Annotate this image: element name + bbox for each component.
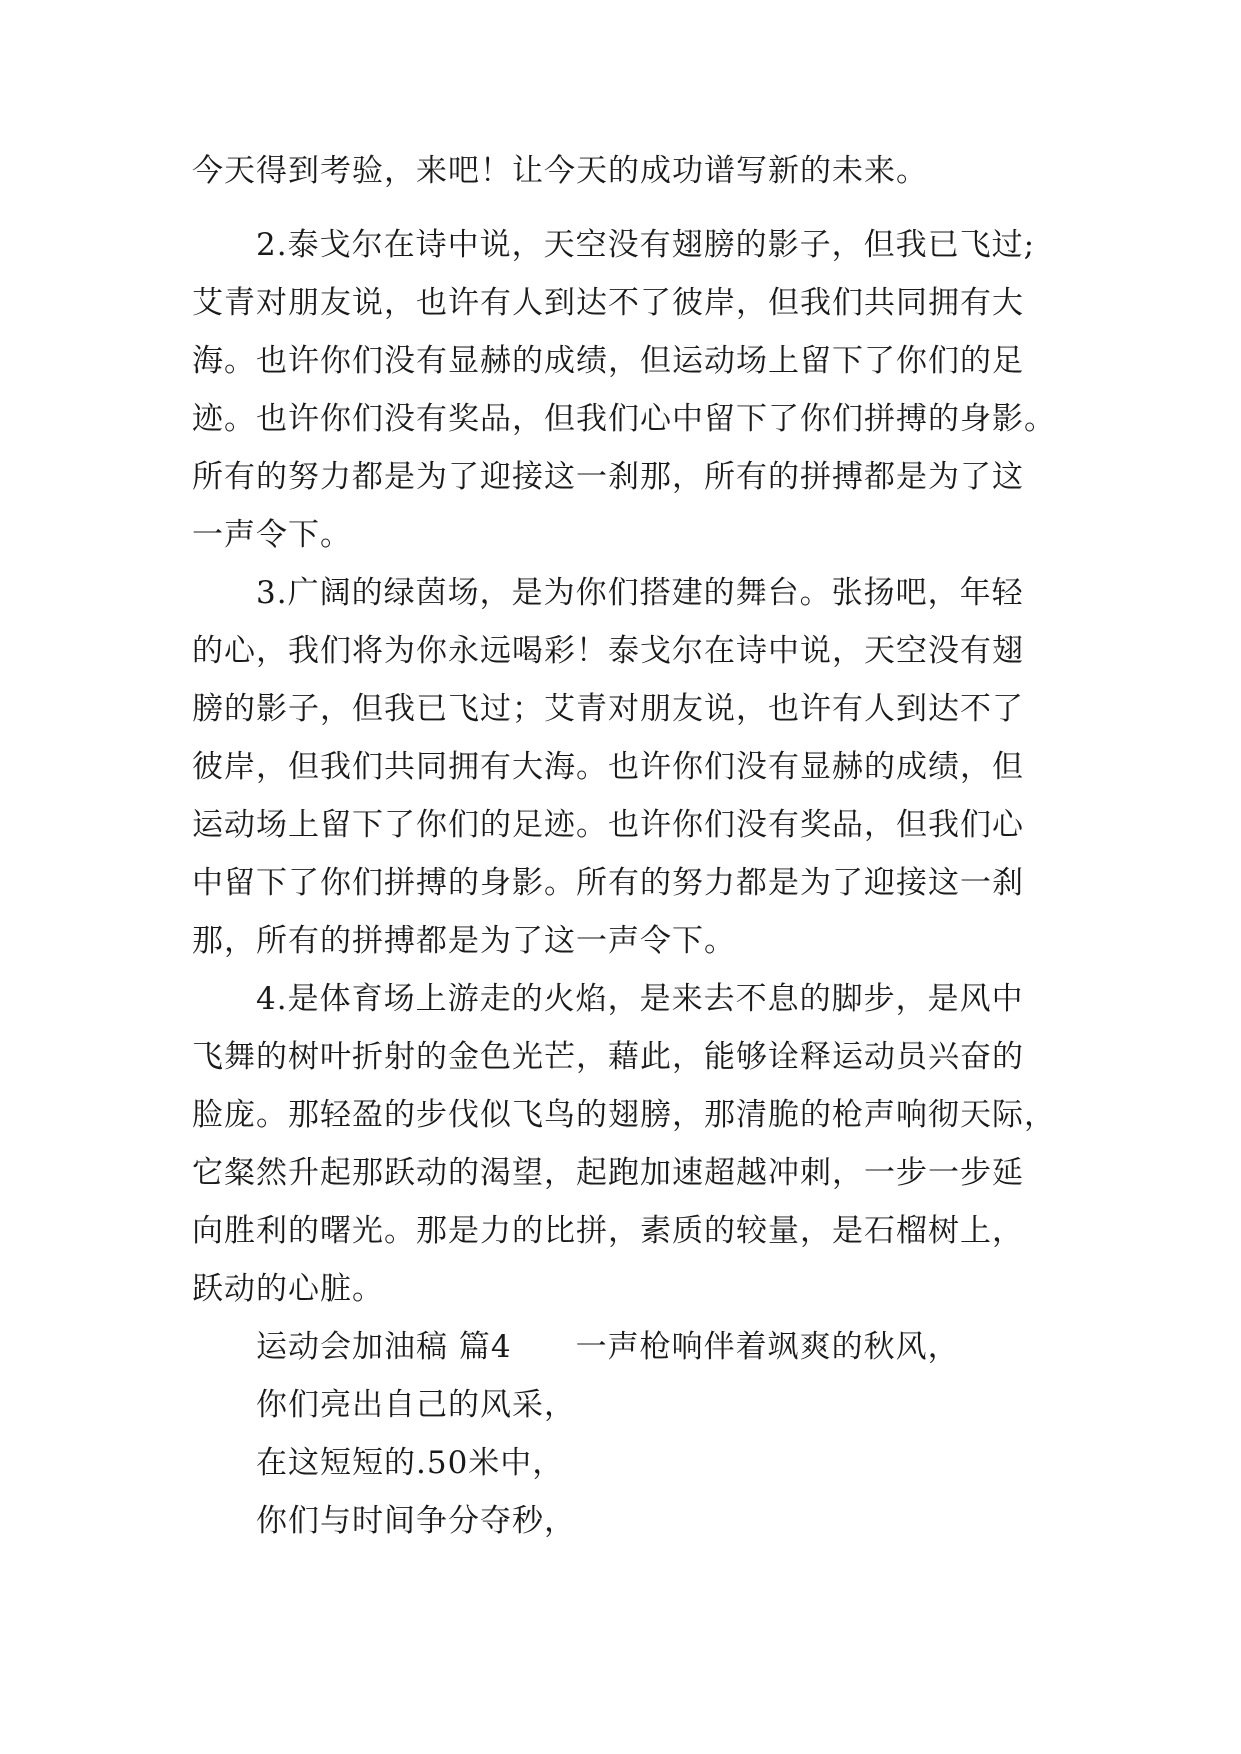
paragraph-line: 4.是体育场上游走的火焰，是来去不息的脚步，是风中	[256, 981, 1024, 1017]
poem-line: 在这短短的.50米中，	[256, 1445, 565, 1481]
paragraph-line: 艾青对朋友说，也许有人到达不了彼岸，但我们共同拥有大	[192, 285, 1024, 321]
paragraph-line: 运动场上留下了你们的足迹。也许你们没有奖品，但我们心	[192, 807, 1024, 843]
paragraph-line: 彼岸，但我们共同拥有大海。也许你们没有显赫的成绩，但	[192, 749, 1024, 785]
paragraph-line: 今天得到考验，来吧！让今天的成功谱写新的未来。	[192, 153, 928, 189]
paragraph-line: 飞舞的树叶折射的金色光芒，藉此，能够诠释运动员兴奋的	[192, 1039, 1024, 1075]
poem-line: 你们与时间争分夺秒，	[256, 1503, 576, 1539]
paragraph-line: 一声令下。	[192, 517, 352, 553]
poem-line: 你们亮出自己的风采，	[256, 1387, 576, 1423]
paragraph-line: 3.广阔的绿茵场，是为你们搭建的舞台。张扬吧，年轻	[256, 575, 1024, 611]
section-heading-line: 运动会加油稿 篇4 一声枪响伴着飒爽的秋风，	[256, 1329, 960, 1365]
paragraph-line: 2.泰戈尔在诗中说，天空没有翅膀的影子，但我已飞过;	[256, 227, 1036, 263]
paragraph-line: 那，所有的拼搏都是为了这一声令下。	[192, 923, 736, 959]
paragraph-line: 跃动的心脏。	[192, 1271, 384, 1307]
paragraph-line: 所有的努力都是为了迎接这一刹那，所有的拼搏都是为了这	[192, 459, 1024, 495]
paragraph-line: 海。也许你们没有显赫的成绩，但运动场上留下了你们的足	[192, 343, 1024, 379]
paragraph-line: 它粲然升起那跃动的渴望，起跑加速超越冲刺，一步一步延	[192, 1155, 1024, 1191]
paragraph-line: 迹。也许你们没有奖品，但我们心中留下了你们拼搏的身影。	[192, 401, 1056, 437]
paragraph-line: 向胜利的曙光。那是力的比拼，素质的较量，是石榴树上，	[192, 1213, 1024, 1249]
paragraph-line: 中留下了你们拼搏的身影。所有的努力都是为了迎接这一刹	[192, 865, 1024, 901]
paragraph-line: 膀的影子，但我已飞过；艾青对朋友说，也许有人到达不了	[192, 691, 1024, 727]
paragraph-line: 的心，我们将为你永远喝彩！泰戈尔在诗中说，天空没有翅	[192, 633, 1024, 669]
paragraph-line: 脸庞。那轻盈的步伐似飞鸟的翅膀，那清脆的枪声响彻天际，	[192, 1097, 1056, 1133]
